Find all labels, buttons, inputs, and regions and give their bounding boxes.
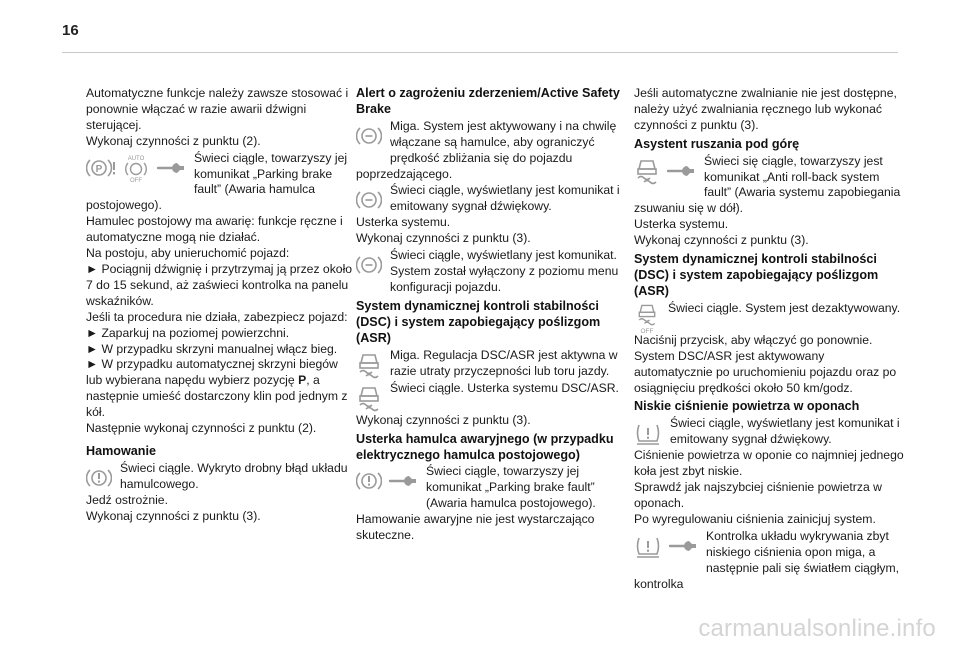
active-safety-brake-icon: [356, 253, 382, 277]
indicator-asb-disabled: [356, 248, 626, 296]
paragraph: System DSC/ASR jest aktywowany automatycznie po uruchomieniu pojazdu oraz po osiągnięciu prędkości około 50 km/godz.: [634, 348, 897, 395]
paragraph: Na postoju, aby unieruchomić pojazd:: [86, 246, 290, 261]
header-divider: [62, 52, 898, 53]
indicator-dsc-fault: [356, 381, 626, 413]
svg-text:OFF: OFF: [640, 327, 654, 334]
svg-text:AUTO: AUTO: [127, 155, 145, 162]
section-heading-dsc-asr: System dynamicznej kontroli stabilności (DSC) i system zapobiegający poślizgom (ASR): [356, 298, 601, 345]
paragraph: Jeśli ta procedura nie działa, zabezpiecz pojazd:: [86, 309, 348, 324]
column-1: [86, 86, 356, 525]
indicator-dsc-off: [634, 301, 904, 333]
brake-warning-icon: [86, 466, 112, 490]
wrench-icon: [156, 160, 186, 176]
active-safety-brake-icon: [356, 124, 382, 148]
paragraph: Hamowanie awaryjne nie jest wystarczająco skuteczne.: [356, 512, 595, 543]
indicator-text: Miga. System jest aktywowany i na chwilę włączane są hamulce, aby ograniczyć prędkość zbliżania się do pojazdu poprzedzającego.: [356, 118, 617, 181]
section-heading-low-tyre-pressure: Niskie ciśnienie powietrza w oponach: [634, 399, 860, 414]
bullet-item: ► Pociągnij dźwignię i przytrzymaj ją przez około 7 do 15 sekund, aż zaświeci kontrolka na panelu wskaźników.: [86, 261, 353, 308]
indicator-asb-flashing: [356, 119, 626, 183]
indicator-text: Świeci ciągle. Wykryto drobny błąd układu hamulcowego.: [120, 460, 348, 491]
bullet-item: ► W przypadku skrzyni manualnej włącz bieg.: [86, 341, 338, 356]
svg-text:OFF: OFF: [130, 177, 142, 183]
active-safety-brake-icon: [356, 188, 382, 212]
bullet-text: , a następnie umieść dostarczony klin pod jednym z kół.: [86, 373, 348, 420]
section-heading-hill-start-assist: Asystent ruszania pod górę: [634, 136, 800, 151]
page-number: 16: [62, 22, 79, 39]
indicator-text: Świeci ciągle, towarzyszy jej komunikat „Parking brake fault” (Awaria hamulca postojowego).: [426, 464, 596, 511]
gear-p-label: P: [298, 373, 307, 388]
tyre-pressure-icon: [634, 533, 662, 559]
indicator-text: Świeci ciągle, wyświetlany jest komunikat. System został wyłączony z poziomu menu konfiguracji pojazdu.: [390, 248, 619, 295]
indicator-tyre-fault: [634, 529, 904, 593]
paragraph: Wykonaj czynności z punktu (3).: [634, 233, 809, 248]
indicator-text: Świeci ciągle, wyświetlany jest komunikat i emitowany sygnał dźwiękowy.: [390, 183, 620, 214]
paragraph: Sprawdź jak najszybciej ciśnienie powietrza w oponach.: [634, 480, 882, 511]
brake-warning-icon: [356, 469, 382, 493]
paragraph: Wykonaj czynności z punktu (3).: [86, 508, 261, 523]
column-2: [356, 86, 626, 544]
paragraph: Jedź ostrożnie.: [86, 492, 168, 507]
section-heading-emergency-brake: Usterka hamulca awaryjnego (w przypadku elektrycznego hamulca postojowego): [356, 431, 614, 462]
indicator-hill-start: [634, 154, 904, 218]
section-heading-braking: Hamowanie: [86, 443, 156, 458]
tyre-pressure-icon: [634, 420, 662, 446]
indicator-dsc-flashing: [356, 348, 626, 380]
indicator-text: Świeci ciągle. Usterka systemu DSC/ASR.: [390, 380, 619, 395]
paragraph: Jeśli automatyczne zwalnianie nie jest dostępne, należy użyć zwalniania ręcznego lub wykonać czynności z punktu (3).: [634, 86, 897, 132]
paragraph: Wykonaj czynności z punktu (2).: [86, 133, 261, 148]
indicator-text: Świeci ciągle. System jest dezaktywowany.: [668, 300, 901, 315]
paragraph: Naciśnij przycisk, aby włączyć go ponownie.: [634, 332, 873, 347]
paragraph: Następnie wykonaj czynności z punktu (2).: [86, 421, 317, 436]
section-heading-dsc-asr: System dynamicznej kontroli stabilności (DSC) i system zapobiegający poślizgom (ASR): [634, 252, 879, 298]
indicator-asb-fault: [356, 183, 626, 215]
skid-off-icon: [634, 302, 660, 334]
paragraph: Automatyczne funkcje należy zawsze stosować i ponownie włączać w razie awarii dźwigni sterującej.: [86, 86, 349, 132]
paragraph: Hamulec postojowy ma awarię: funkcje ręczne i automatyczne mogą nie działać.: [86, 214, 343, 245]
indicator-text: Świeci ciągle, wyświetlany jest komunikat i emitowany sygnał dźwiękowy.: [670, 416, 900, 447]
paragraph: Po wyregulowaniu ciśnienia zainicjuj system.: [634, 511, 876, 526]
paragraph: Usterka systemu.: [634, 217, 729, 232]
bullet-text: ► W przypadku automatycznej skrzyni biegów lub wybierana napędu wybierz pozycję: [86, 357, 338, 388]
section-heading-active-safety-brake: Alert o zagrożeniu zderzeniem/Active Safety Brake: [356, 86, 620, 116]
indicator-text: Świeci się ciągle, towarzyszy jest komunikat „Anti roll-back system fault” (Awaria systemu zapobiegania zsuwaniu się w dół).: [634, 153, 901, 216]
paragraph: Wykonaj czynności z punktu (3).: [356, 412, 531, 427]
wrench-icon: [668, 538, 698, 554]
indicator-parking-brake-fault: [86, 151, 356, 215]
wrench-icon: [388, 473, 418, 489]
column-3: [634, 86, 904, 592]
wrench-icon: [666, 163, 696, 179]
skid-icon: [356, 384, 382, 412]
paragraph: Wykonaj czynności z punktu (3).: [356, 231, 531, 246]
paragraph: Usterka systemu.: [356, 215, 451, 230]
indicator-text: Kontrolka układu wykrywania zbyt niskiego ciśnienia opon miga, a następnie pali się światłem ciągłym, kontrolka: [634, 528, 900, 591]
indicator-emergency-brake: [356, 464, 626, 512]
hill-start-icon: [634, 157, 660, 185]
bullet-item: ► Zaparkuj na poziomej powierzchni.: [86, 325, 290, 340]
indicator-text: Miga. Regulacja DSC/ASR jest aktywna w razie utraty przyczepności lub toru jazdy.: [390, 347, 618, 378]
indicator-text: Świeci ciągle, towarzyszy jej komunikat „Parking brake fault” (Awaria hamulca postojowego).: [86, 150, 348, 213]
auto-off-icon: [122, 153, 150, 183]
bullet-item: [86, 357, 356, 421]
indicator-braking: [86, 461, 356, 493]
brake-warning-icon: [86, 156, 116, 180]
watermark: carmanualsonline.info: [698, 615, 936, 642]
skid-icon: [356, 351, 382, 379]
indicator-tyre-pressure: [634, 416, 904, 448]
paragraph: Ciśnienie powietrza w oponie co najmniej jednego koła jest zbyt niskie.: [634, 448, 904, 479]
